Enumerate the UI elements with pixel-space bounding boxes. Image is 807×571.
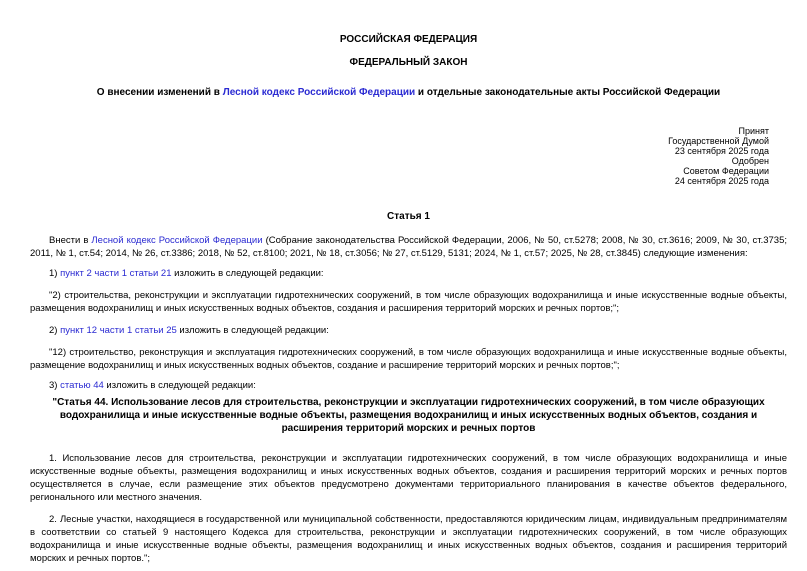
article-1-heading: Статья 1 [387, 211, 430, 222]
item-text: изложить в следующей редакции: [171, 268, 324, 279]
country-heading: РОССИЙСКАЯ ФЕДЕРАЦИЯ [339, 34, 478, 45]
adoption-line: Государственной Думой [668, 136, 769, 146]
adoption-line: Принят [738, 126, 769, 136]
item-number: 1) [49, 268, 61, 279]
item-text: изложить в следующей редакции: [103, 380, 256, 391]
law-type-heading: ФЕДЕРАЛЬНЫЙ ЗАКОН [349, 57, 468, 68]
item-2-reference-link[interactable]: пункт 12 части 1 статьи 25 [60, 325, 177, 336]
document-title-prefix: О внесении изменений в [96, 87, 223, 98]
item-3-reference-link[interactable]: статью 44 [60, 380, 104, 391]
article-44-paragraph-2: 2. Лесные участки, находящиеся в государственной или муниципальной собственности, предоставляются юридическим лицам, индивидуальным предпринимателям в соответствии со статьей 9 настоящего Кодекса для строительства, реконструкции и эксплуатации гидротехнических сооружений, в том числе образующих водохранилища и иные искусственные водные объекты, размещения водохранилищ и иных искусственных водных объектов, создания и расширения территорий морских и речных портов."; [30, 514, 787, 564]
item-number: 2) [49, 325, 61, 336]
quoted-text-1: "2) строительства, реконструкции и эксплуатации гидротехнических сооружений, в том числе образующих водохранилища и иные искусственные водные объекты, размещения водохранилищ и иных искусственных водных объектов, создания и расширения территорий морских и речных портов;"; [30, 290, 787, 314]
adoption-line: Советом Федерации [683, 166, 769, 176]
item-number: 3) [49, 380, 61, 391]
document-title [30, 86, 787, 99]
intro-prefix: Внести в [49, 235, 92, 246]
document-title-suffix: и отдельные законодательные акты Российской Федерации [415, 87, 721, 98]
amendment-item-3 [30, 379, 787, 392]
intro-paragraph [30, 234, 787, 260]
amendment-item-1 [30, 267, 787, 280]
item-text: изложить в следующей редакции: [176, 325, 329, 336]
forest-code-link[interactable]: Лесной кодекс Российской Федерации [91, 235, 263, 246]
adoption-block [30, 126, 787, 186]
adoption-line: 23 сентября 2025 года [674, 146, 769, 156]
quoted-text-2: "12) строительство, реконструкция и эксплуатация гидротехнических сооружений, в том числе образующих водохранилища и иные искусственные водные объекты, размещение водохранилищ и иных искусственных водных объектов, создание и расширение территорий морских и речных портов;"; [30, 347, 787, 371]
article-44-paragraph-1: 1. Использование лесов для строительства, реконструкции и эксплуатации гидротехнических сооружений, в том числе образующих водохранилища и иные искусственные водные объекты, размещения водохранилищ и иных искусственных водных объектов, создания и расширения территорий морских и речных портов осуществляется в случае, если размещение этих объектов предусмотрено документами территориального планирования в качестве объектов федерального, регионального или местного значения. [30, 453, 787, 503]
adoption-line: 24 сентября 2025 года [674, 176, 769, 186]
intro-suffix: (Собрание законодательства Российской Федерации, 2006, № 50, ст.5278; 2008, № 30, ст.3616; 2009, № 30, ст.3735; 2011, № 1, ст.54; 2014, № 26, ст.3386; 2018, № 52, ст.8100; 2021, № 18, ст.3056; № 27, ст.5129, 5131; 2024, № 1, ст.57; 2025, № 28, ст.3845) следующие изменения: [30, 235, 787, 259]
amendment-item-2 [30, 324, 787, 337]
item-1-reference-link[interactable]: пункт 2 части 1 статьи 21 [60, 268, 172, 279]
adoption-line: Одобрен [731, 156, 769, 166]
forest-code-title-link[interactable]: Лесной кодекс Российской Федерации [222, 87, 416, 98]
article-44-heading: "Статья 44. Использование лесов для строительства, реконструкции и эксплуатации гидротехнических сооружений, в том числе образующих водохранилища и иные искусственные водные объекты, размещения водохранилищ и иных искусственных водных объектов, создания и расширения территорий морских и речных портов [52, 397, 765, 434]
